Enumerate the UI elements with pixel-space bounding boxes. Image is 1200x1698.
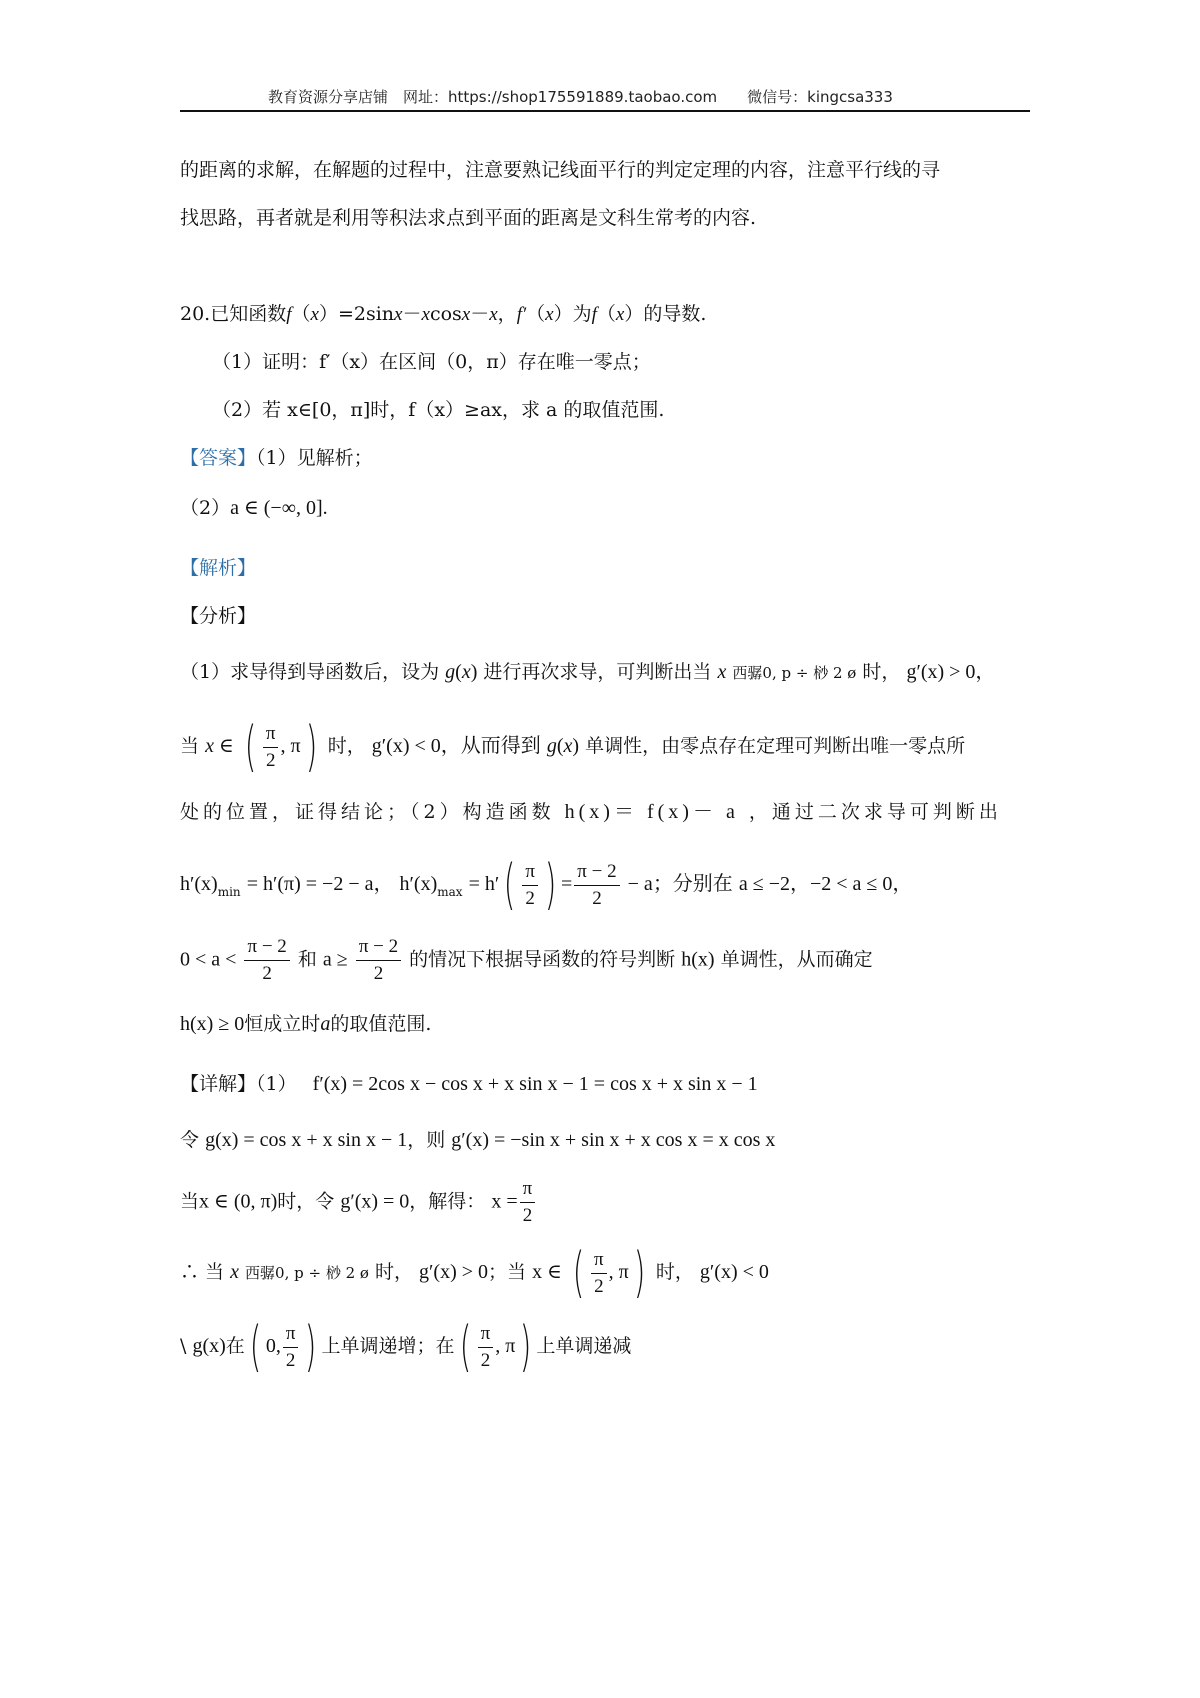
detail-line-2 bbox=[180, 1128, 775, 1152]
answer-tag: 【答案】 bbox=[180, 447, 257, 469]
question-number: 20. bbox=[180, 303, 211, 325]
gprime-positive: g′(x) > 0 bbox=[419, 1261, 489, 1283]
stem-text: － bbox=[470, 303, 490, 325]
stem-text: （ bbox=[291, 303, 311, 325]
stem-f: f bbox=[286, 304, 292, 325]
detail-text: 当 bbox=[180, 1190, 200, 1213]
analysis-line-6 bbox=[180, 1012, 431, 1036]
var-a: a bbox=[320, 1013, 331, 1035]
header-rule bbox=[180, 110, 1030, 112]
stem-x: x bbox=[310, 304, 319, 325]
answer-line-1 bbox=[180, 446, 373, 470]
detail-line-5: \ g(x)在( 0, $\frac{\pi}{2}$ ) 上单调递增；在( $\frac{\pi}{2}$ , π) 上单调递减 bbox=[180, 1315, 632, 1378]
answer-part-2-math: a ∈ (−∞, 0]. bbox=[230, 497, 328, 519]
detail-line-3 bbox=[180, 1178, 537, 1227]
stem-text: （ bbox=[596, 303, 616, 325]
stem-f: f bbox=[591, 304, 597, 325]
right-paren: ) bbox=[305, 715, 317, 778]
gprime-zero: g′(x) = 0 bbox=[340, 1190, 410, 1213]
gprime-positive: g′(x) > 0， bbox=[906, 661, 996, 683]
analysis-line-5 bbox=[180, 936, 873, 985]
analysis-text: 单调性，从而确定 bbox=[720, 948, 873, 971]
frac-pi-minus-2-over-2: $\frac{\pi - 2}{2}$ bbox=[356, 936, 401, 985]
case-ranges: a ≤ −2，−2 < a ≤ 0， bbox=[738, 873, 913, 895]
analysis-line-2: 当 x ∈ ( $\frac{\pi}{2}$ , π) 时， g′(x) < 0，从而得到 g(x) 单调性，由零点存在定理可判断出唯一零点所 bbox=[180, 715, 966, 778]
gprime-negative: g′(x) < 0，从而得到 bbox=[371, 735, 541, 757]
detail-text: 令 bbox=[180, 1129, 200, 1151]
stem-text: － bbox=[402, 303, 422, 325]
garbled-interval: 西骣0, p ÷ 桫 2 ø bbox=[245, 1263, 369, 1282]
frac-pi-over-2: $\frac{\pi}{2}$ bbox=[283, 1323, 299, 1372]
detail-text: 时， bbox=[655, 1261, 694, 1283]
analysis-text: 和 bbox=[297, 948, 317, 971]
stem-x: x bbox=[545, 304, 554, 325]
stem-text: ）为 bbox=[553, 303, 592, 325]
analysis-text: 处的位置，证得结论；（2）构造函数 bbox=[180, 801, 555, 823]
hprime-min-value: = h′(π) = −2 − a， bbox=[246, 873, 394, 895]
detail-text: ；当 bbox=[488, 1261, 527, 1283]
answer-part-2-label: （2） bbox=[180, 497, 231, 519]
detail-text: 上单调递增；在 bbox=[321, 1335, 455, 1357]
detail-text: ∴ 当 bbox=[180, 1261, 225, 1283]
fenxi-tag: 【分析】 bbox=[180, 605, 257, 627]
detail-text: 时， bbox=[374, 1261, 413, 1283]
stem-x: x bbox=[615, 304, 625, 325]
x-equals: x = bbox=[491, 1190, 518, 1213]
stem-x: x bbox=[489, 304, 498, 325]
garbled-x: x bbox=[717, 661, 727, 683]
detail-text: ，则 bbox=[407, 1129, 446, 1151]
max-subscript: max bbox=[437, 885, 463, 899]
stem-text: cos bbox=[429, 303, 462, 325]
intro-line-2: 找思路，再者就是利用等积法求点到平面的距离是文科生常考的内容. bbox=[180, 207, 757, 229]
analysis-text: （1）求导得到导函数后，设为 bbox=[180, 661, 440, 683]
g-of-x: g(x) bbox=[192, 1335, 226, 1357]
analysis-line-3 bbox=[180, 800, 1002, 824]
analysis-text: 恒成立时 bbox=[244, 1013, 321, 1035]
analysis-text: 进行再次求导，可判断出当 bbox=[483, 661, 712, 683]
analysis-text: − a；分别在 bbox=[627, 873, 733, 895]
analysis-text: ，通过二次求导可判断出 bbox=[748, 801, 1002, 823]
frac-pi-over-2: $\frac{\pi}{2}$ bbox=[522, 861, 538, 910]
stem-x: x bbox=[421, 304, 430, 325]
garbled-interval: 西骣0, p ÷ 桫 2 ø bbox=[732, 663, 857, 682]
stem-fprime: f′ bbox=[516, 304, 527, 325]
case-range: a ≥ bbox=[322, 948, 348, 971]
stem-text: ）的导数. bbox=[624, 303, 707, 325]
left-paren: ( bbox=[244, 715, 257, 778]
frac-pi-over-2: $\frac{\pi}{2}$ bbox=[520, 1178, 536, 1227]
stem-text: ， bbox=[497, 303, 517, 325]
analysis-text: 的情况下根据导函数的符号判断 bbox=[409, 948, 676, 971]
stem-x: x bbox=[394, 304, 403, 325]
answer-part-1: （1）见解析； bbox=[256, 447, 373, 469]
frac-pi-over-2: $\frac{\pi}{2}$ bbox=[263, 723, 279, 772]
analysis-text: 当 bbox=[180, 735, 200, 757]
analysis-text: 的取值范围. bbox=[330, 1013, 432, 1035]
intro-line-1: 的距离的求解，在解题的过程中，注意要熟记线面平行的判定定理的内容，注意平行线的寻 bbox=[180, 159, 941, 181]
backslash-glyph: \ bbox=[180, 1335, 187, 1357]
min-subscript: min bbox=[217, 885, 241, 899]
answer-line-2 bbox=[180, 496, 328, 520]
gprime-derivation: g′(x) = −sin x + sin x + x cos x = x cos x bbox=[451, 1129, 776, 1151]
g-definition: g(x) = cos x + x sin x − 1 bbox=[205, 1129, 408, 1151]
analysis-line-1 bbox=[180, 660, 995, 684]
analysis-line-4: $h'(x)_{min} = h'(\pi) = -2 - a$， $h'(x)_{max} = h'$( $\frac{\pi}{2}$ ) = $\frac{\pi - 2}{2}$ − a；分别在 a ≤ −2，−2 < a ≤ 0， bbox=[180, 853, 913, 916]
frac-pi-minus-2-over-2: $\frac{\pi - 2}{2}$ bbox=[574, 861, 619, 910]
frac-pi-over-2: $\frac{\pi}{2}$ bbox=[478, 1323, 494, 1372]
analysis-text: 时， bbox=[327, 735, 366, 757]
detail-line-4: ∴ 当 x 西骣0, p ÷ 桫 2 ø 时， g′(x) > 0；当 x ∈ ( $\frac{\pi}{2}$ , π) 时， g′(x) < 0 bbox=[180, 1241, 769, 1304]
frac-pi-minus-2-over-2: $\frac{\pi - 2}{2}$ bbox=[244, 936, 289, 985]
stem-text: 已知函数 bbox=[210, 303, 287, 325]
page-header: 教育资源分享店铺 网址：https://shop175591889.taobao.com 微信号：kingcsa333 bbox=[268, 88, 893, 106]
detail-tag: 【详解】 bbox=[180, 1073, 257, 1095]
g-of-x: g(x) bbox=[546, 735, 580, 757]
analysis-text: 时， bbox=[862, 661, 901, 683]
h-nonnegative: h(x) ≥ 0 bbox=[180, 1013, 245, 1035]
frac-pi-over-2: $\frac{\pi}{2}$ bbox=[591, 1249, 607, 1298]
detail-text: 上单调递减 bbox=[536, 1335, 632, 1357]
x-in: x ∈ bbox=[532, 1261, 562, 1283]
stem-text: （ bbox=[526, 303, 546, 325]
hprime: h′(x) bbox=[399, 873, 438, 895]
gprime-negative: g′(x) < 0 bbox=[699, 1261, 769, 1283]
x-in: x ∈ bbox=[205, 735, 234, 757]
hprime-max-value: = h′ bbox=[468, 873, 500, 895]
h-of-x: h(x) bbox=[681, 948, 715, 971]
stem-x: x bbox=[461, 304, 471, 325]
detail-line-1 bbox=[180, 1072, 758, 1096]
hprime: h′(x) bbox=[180, 873, 218, 895]
x-interval: x ∈ (0, π) bbox=[199, 1190, 278, 1213]
question-part-1: （1）证明：f′（x）在区间（0，π）存在唯一零点； bbox=[212, 351, 651, 373]
jiexi-tag: 【解析】 bbox=[180, 557, 257, 579]
detail-text: ，解得： bbox=[409, 1190, 486, 1213]
detail-text: 时，令 bbox=[277, 1190, 335, 1213]
case-range: 0 < a < bbox=[180, 948, 237, 971]
detail-text: 在 bbox=[225, 1335, 245, 1357]
h-function: h(x)＝ f(x)－ a bbox=[564, 801, 739, 823]
analysis-text: 单调性，由零点存在定理可判断出唯一零点所 bbox=[585, 735, 966, 757]
fprime-derivation: f′(x) = 2cos x − cos x + x sin x − 1 = cos x + x sin x − 1 bbox=[312, 1073, 758, 1095]
question-stem bbox=[180, 302, 706, 327]
detail-label: （1） bbox=[256, 1073, 297, 1095]
stem-text: ）=2sin bbox=[318, 303, 395, 325]
g-of-x: g(x) bbox=[445, 661, 478, 683]
question-part-2: （2）若 x∈[0，π]时，f（x）≥ax，求 a 的取值范围. bbox=[212, 399, 665, 421]
